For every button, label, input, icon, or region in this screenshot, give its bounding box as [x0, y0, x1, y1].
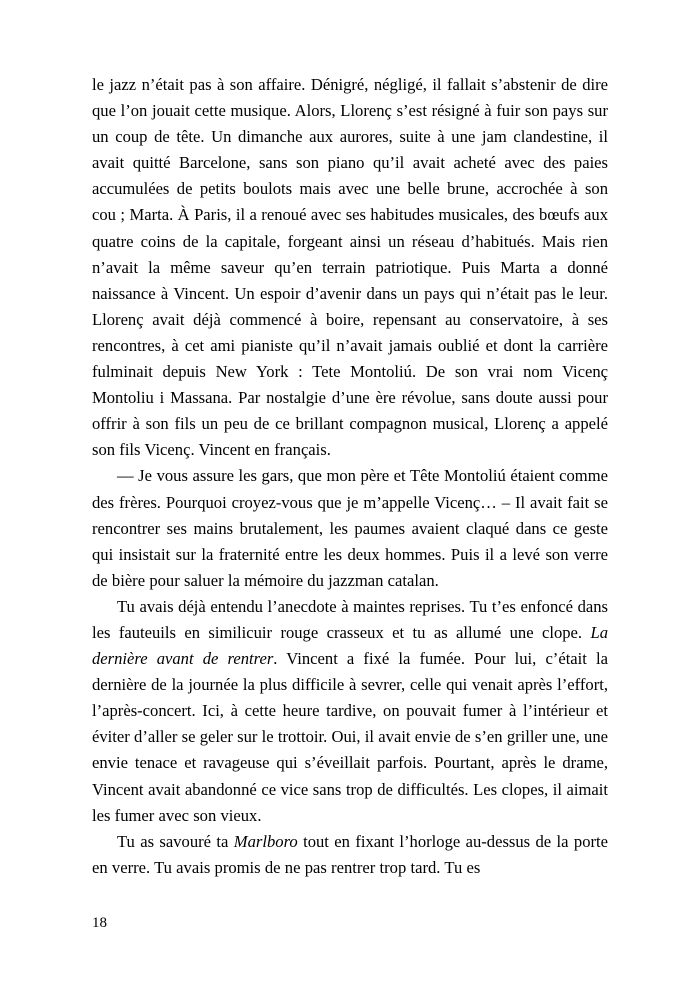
paragraph-run-text: Tu avais déjà entendu l’anecdote à maintes reprises. Tu t’es enfoncé dans les fauteuils en similicuir rouge crasseux et tu as allumé une clope. — [92, 596, 608, 642]
paragraph-run-text: — Je vous assure les gars, que mon père et Tête Montoliú étaient comme des frères. Pourquoi croyez-vous que je m’appelle Vicenç… – Il avait fait se rencontrer ses mains brutalement, les paumes avaient claqué dans ce geste qui insistait sur la fraternité entre les deux hommes. Puis il a levé son verre de bière pour saluer la mémoire du jazzman catalan. — [92, 466, 608, 590]
italic-title-la-derniere: La dernière avant de rentrer — [92, 622, 608, 669]
paragraph-marlboro — [92, 829, 608, 881]
paragraph-dialogue — [92, 463, 608, 593]
italic-brand-marlboro: Marlboro — [233, 831, 298, 851]
paragraph-run-text: le jazz n’était pas à son affaire. Dénigré, négligé, il fallait s’abstenir de dire que l’on jouait cette musique. Alors, Llorenç s’est résigné à fuir son pays sur un coup de tête. Un dimanche aux aurores, suite à une jam clandestine, il avait quitté Barcelone, sans son piano qu’il avait acheté avec des paies accumulées de petits boulots mais avec une belle brune, accrochée à son cou ; Marta. À Paris, il a renoué avec ses habitudes musicales, des bœufs aux quatre coins de la capitale, forgeant ainsi un réseau d’habitués. Mais rien n’avait la même saveur qu’en terrain patriotique. Puis Marta a donné naissance à Vincent. Un espoir d’avenir dans un pays qui n’était pas le leur. Llorenç avait déjà commencé à boire, repensant au conservatoire, à ses rencontres, à cet ami pianiste qu’il n’avait jamais oublié et dont la carrière fulminait depuis New York : Tete Montoliú. De son vrai nom Vicenç Montoliu i Massana. Par nostalgie d’une ère révolue, sans doute aussi pour offrir à son fils un peu de ce brillant compagnon musical, Llorenç a appelé son fils Vicenç. Vincent en français. — [92, 75, 608, 460]
paragraph-jazz — [92, 72, 608, 463]
body-text-column — [92, 72, 608, 881]
paragraph-run-text: tout en fixant l’horloge au-dessus de la porte en verre. Tu avais promis de ne pas rentrer trop tard. Tu es — [92, 831, 609, 877]
paragraph-run-text: . Vincent a fixé la fumée. Pour lui, c’était la dernière de la journée la plus difficile à sevrer, celle qui venait après l’effort, l’après-concert. Ici, à cette heure tardive, on pouvait fumer à l’intérieur et éviter d’aller se geler sur le trottoir. Oui, il avait envie de s’en griller une, une envie tenace et ravageuse qui s’éveillait parfois. Pourtant, après le drame, Vincent avait abandonné ce vice sans trop de difficultés. Les clopes, il aimait les fumer avec son vieux. — [92, 649, 608, 825]
page-number: 18 — [92, 915, 107, 931]
paragraph-anecdote — [92, 594, 608, 829]
paragraph-run-text: Tu as savouré ta — [117, 831, 234, 851]
